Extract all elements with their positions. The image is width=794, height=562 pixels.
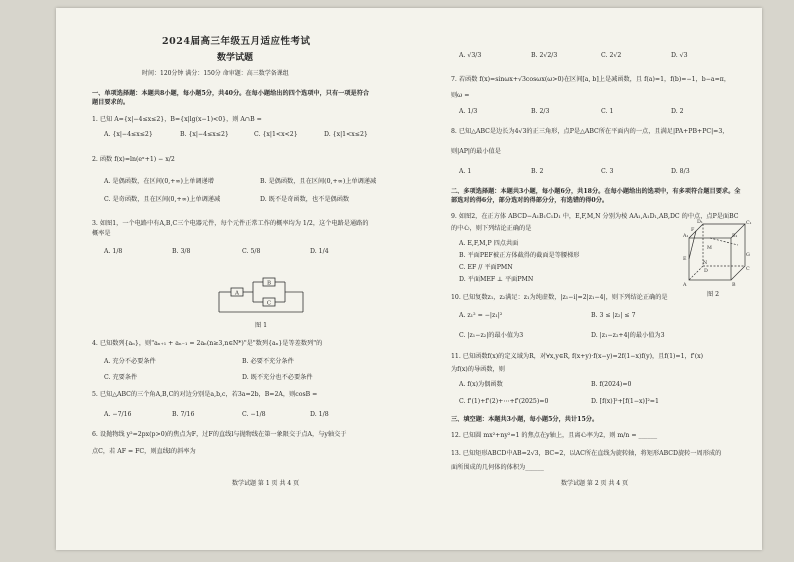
question-10: 10. 已知复数z₁，z₂满足：z₁为纯虚数，|z₁−i|=2|z₁−4|，则下列结论正确的是 [451, 294, 668, 301]
q5-option-c: C. −1/8 [242, 411, 266, 418]
question-8-cont: 则|AP|的最小值是 [451, 148, 501, 155]
circuit-label-b: B [266, 280, 272, 287]
question-11: 11. 已知函数f(x)的定义域为R，对∀x,y∈R, f(x+y)·f(x−y)=2f(1−x)f(y)，且f(1)=1，f'(x) [451, 353, 704, 360]
circuit-figure [217, 270, 307, 315]
question-5: 5. 已知△ABC的三个角A,B,C的对边分别是a,b,c，若3a=2b，B=2A，则cosB = [92, 391, 318, 398]
q6-option-c: C. 2√2 [601, 52, 622, 59]
q7-option-b: B. 2/3 [531, 108, 550, 115]
q10-option-c: C. |z₁−z₂|的最小值为3 [459, 332, 524, 339]
page-footer-left: 数学试题 第 1 页 共 4 页 [232, 480, 300, 487]
cube-label-b1: B₁ [732, 234, 738, 239]
question-13-cont: 面所围成的几何体的体积为______ [451, 464, 544, 471]
question-3: 3. 如图1，一个电路中有A,B,C三个电器元件，每个元件正常工作的概率均为 1/2，这个电路是通路的 [92, 220, 369, 227]
cube-label-c1: C₁ [746, 221, 752, 226]
q1-option-b: B. {x|−4≤x≤2} [180, 131, 229, 138]
q11-option-b: B. f(2024)=0 [591, 381, 632, 388]
question-2: 2. 函数 f(x)=ln(eˣ+1) − x/2 [92, 156, 175, 163]
section3-header: 三、填空题：本题共3小题，每小题5分，共计15分。 [451, 416, 599, 423]
question-9-cont: 的中心，则下列结论正确的是 [451, 225, 532, 232]
q11-option-a: A. f(x)为偶函数 [459, 381, 503, 388]
q11-option-d: D. [f(x)]²+[f(1−x)]²=1 [591, 398, 659, 405]
figure-1-caption: 图 1 [255, 322, 268, 329]
question-6: 6. 设抛物线 y²=2px(p>0)的焦点为F，过F的直线l与抛物线在第一象限交于点A，与y轴交于 [92, 431, 347, 438]
q4-option-d: D. 既不充分也不必要条件 [242, 374, 313, 381]
cube-label-n: N [703, 261, 708, 266]
exam-meta: 时间：120分钟 满分：150分 命审题：高三数学备课组 [142, 70, 289, 77]
cube-label-m: M [707, 246, 712, 251]
section1-header: 一、单项选择题：本题共8小题，每小题5分，共40分。在每小题给出的四个选项中，只有一项是符合 [92, 90, 370, 97]
q5-option-a: A. −7/16 [104, 411, 132, 418]
subject-title: 数学试题 [217, 53, 254, 63]
q6-option-a: A. √3/3 [459, 52, 482, 59]
cube-label-b: B [732, 283, 736, 288]
section1-header-cont: 题目要求的。 [92, 99, 130, 106]
q1-option-c: C. {x|1<x<2} [254, 131, 298, 138]
question-6-cont: 点C，若 AF = FC，则直线l的斜率为 [92, 448, 196, 455]
exam-sheet [56, 8, 762, 550]
section2-header-cont: 部选对的得6分，部分选对的得部分分，有选错的得0分。 [451, 197, 609, 204]
q1-option-d: D. {x|1<x≤2} [324, 131, 368, 138]
q4-option-a: A. 充分不必要条件 [104, 358, 156, 365]
cube-label-c: C [746, 267, 750, 272]
q3-option-a: A. 1/8 [104, 248, 123, 255]
q3-option-d: D. 1/4 [310, 248, 329, 255]
q9-option-c: C. EF // 平面PMN [459, 264, 513, 271]
question-1: 1. 已知 A={x|−4≤x≤2}，B={x|lg(x−1)<0}，则 A∩B = [92, 116, 262, 123]
cube-label-d: D [704, 269, 708, 274]
section2-header: 二、多项选择题：本题共3小题，每小题6分，共18分。在每小题给出的选项中，有多项符合题目要求。全 [451, 188, 741, 195]
q2-option-d: D. 既不是奇函数，也不是偶函数 [260, 196, 350, 203]
question-11-cont: 为f(x)的导函数，则 [451, 366, 505, 373]
q3-option-c: C. 5/8 [242, 248, 261, 255]
q11-option-c: C. f'(1)+f'(2)+⋯+f'(2025)=0 [459, 398, 549, 405]
exam-title: 2024届高三年级五月适应性考试 [162, 36, 311, 47]
cube-label-g: G [746, 253, 750, 258]
cube-label-f: F [691, 228, 695, 233]
q5-option-b: B. 7/16 [172, 411, 195, 418]
q7-option-d: D. 2 [671, 108, 684, 115]
q3-option-b: B. 3/8 [172, 248, 191, 255]
page-footer-right: 数学试题 第 2 页 共 4 页 [561, 480, 629, 487]
question-9: 9. 如图2，在正方体 ABCD−A₁B₁C₁D₁ 中，E,F,M,N 分别为棱 AA₁,A₁D₁,AB,DC 的中点，点P是面BC [451, 213, 739, 220]
cube-label-a1: A₁ [683, 234, 689, 239]
q9-option-b: B. 平面PEF被正方体截得的截面是等腰梯形 [459, 252, 580, 259]
cube-label-a: A [683, 283, 687, 288]
circuit-label-c: C [266, 300, 272, 307]
question-7: 7. 若函数 f(x)=sinωx+√3cosωx(ω>0)在区间[a, b]上是减函数，且 f(a)=1，f(b)=−1，b−a=π， [451, 76, 731, 83]
q10-option-b: B. 3 ≤ |z₂| ≤ 7 [591, 312, 636, 319]
question-8: 8. 已知△ABC是边长为4√3的正三角形，点P是△ABC所在平面内的一点，且满足|PA+PB+PC|=3， [451, 128, 729, 135]
figure-2-caption: 图 2 [707, 291, 720, 298]
q4-option-c: C. 充要条件 [104, 374, 138, 381]
q10-option-a: A. z₁² = −|z₁|² [459, 312, 503, 319]
question-3-cont: 概率是 [92, 230, 111, 237]
question-12: 12. 已知圆 mx²+ny²=1 的焦点在y轴上，且离心率为2，则 m/n = ______ [451, 432, 658, 439]
q8-option-c: C. 3 [601, 168, 614, 175]
q5-option-d: D. 1/8 [310, 411, 329, 418]
q8-option-a: A. 1 [459, 168, 472, 175]
q10-option-d: D. |z₁−z₂+4|的最小值为3 [591, 332, 665, 339]
cube-label-d1: D₁ [697, 220, 703, 225]
q9-option-d: D. 平面MEF ⊥ 平面PMN [459, 276, 534, 283]
q6-option-d: D. √3 [671, 52, 688, 59]
question-4: 4. 已知数列{aₙ}，则"aₙ₊₁ + aₙ₋₁ = 2aₙ(n≥3,n∈N*)"是"数列{aₙ}是等差数列"的 [92, 340, 323, 347]
question-13: 13. 已知矩形ABCD中AB=2√3，BC=2，以AC所在直线为旋转轴，将矩形ABCD旋转一周形成的 [451, 450, 722, 457]
q8-option-d: D. 8/3 [671, 168, 690, 175]
q4-option-b: B. 必要不充分条件 [242, 358, 294, 365]
q1-option-a: A. {x|−4≤x≤2} [104, 131, 153, 138]
q2-option-a: A. 是偶函数，在区间(0,+∞)上单调递增 [104, 178, 214, 185]
q8-option-b: B. 2 [531, 168, 544, 175]
q6-option-b: B. 2√2/3 [531, 52, 558, 59]
q2-option-b: B. 是偶函数，且在区间(0,+∞)上单调递减 [260, 178, 377, 185]
q7-option-a: A. 1/3 [459, 108, 478, 115]
cube-figure [683, 218, 751, 290]
question-7-cont: 则ω = [451, 92, 470, 99]
cube-label-e: E [683, 257, 687, 262]
q2-option-c: C. 是奇函数，且在区间(0,+∞)上单调递减 [104, 196, 221, 203]
q9-option-a: A. E,F,M,P 四点共面 [459, 240, 519, 247]
circuit-label-a: A [235, 290, 239, 297]
q7-option-c: C. 1 [601, 108, 614, 115]
